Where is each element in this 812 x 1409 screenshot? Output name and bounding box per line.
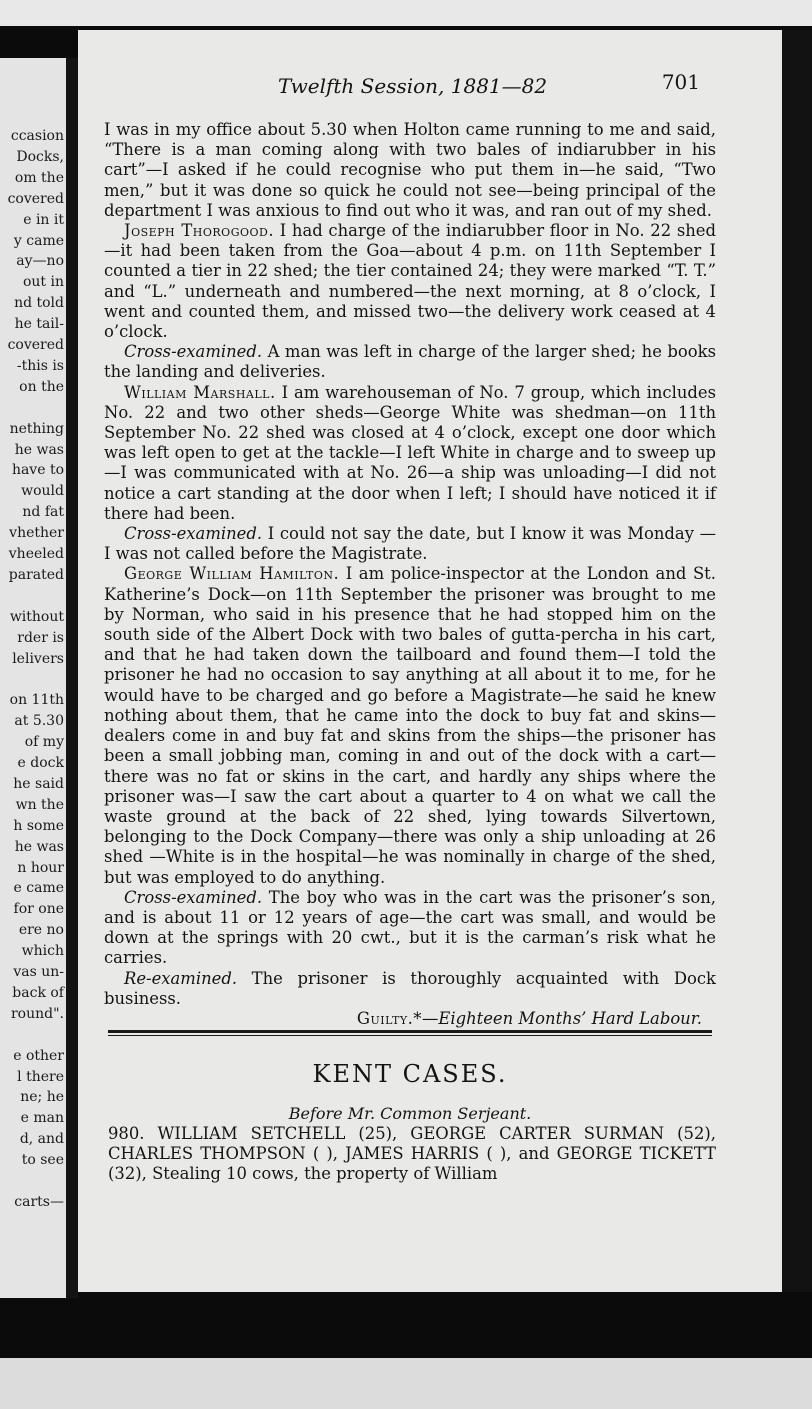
facing-page-line: carts— [14,1193,64,1210]
facing-page-line: nd fat [22,504,64,521]
facing-page-line: e dock [17,755,64,771]
facing-page-line: e in it [23,211,64,228]
scan-top-edge [0,0,812,26]
facing-page-line: e man [20,1110,64,1127]
witness-name: Joseph Thorogood. [124,221,275,241]
page-header [78,70,782,98]
facing-page-line: l there [17,1068,64,1085]
paragraph-text: A man was left in charge of the larger shed; he books the landing and deliveries. [104,342,716,382]
facing-page-line: he was [14,838,64,855]
facing-page-line: wn the [15,796,64,813]
paragraph [104,221,716,342]
facing-page-line: without [9,608,64,625]
facing-page-line: vas un- [13,964,64,980]
facing-page-fragment [0,58,66,1298]
verdict-sentence: —Eighteen Months’ Hard Labour. [421,1008,702,1028]
examination-label: Cross-examined. [124,524,263,544]
facing-page-line: vhether [9,525,64,542]
book-page [78,30,782,1292]
facing-page-line: covered [7,337,64,353]
paragraph-text: I am warehouseman of No. 7 group, which includes No. 22 and two other sheds—George White was shedman—on 11th September No. 22 shed was closed at 4 o’clock, except one door which was left open to get at the tackle—I left White in charge and to sweep up—I was communicated with at No. 26—a ship was unloading—I did not notice a cart standing at the door when I left; I should have noticed it if there had been. [104,382,716,523]
facing-page-line: at 5.30 [14,713,64,730]
facing-page-line: he was [14,441,64,458]
page-number: 701 [661,70,700,94]
facing-page-line: d, and [19,1131,64,1148]
running-head: Twelfth Session, 1881—82 [278,74,548,98]
page-right-edge [782,30,812,1292]
paragraph [104,342,716,382]
facing-page-line: rder is [17,629,64,646]
facing-page-line: for one [13,901,64,918]
facing-page-line: nething [9,420,64,437]
section-divider [108,1030,712,1036]
examination-label: Cross-examined. [124,887,263,907]
facing-page-line: have to [11,462,64,479]
facing-page-line: to see [21,1152,64,1169]
facing-page-line: covered [7,190,64,207]
case-entry: 980. WILLIAM SETCHELL (25), GEORGE CARTER SURMAN (52), CHARLES THOMPSON ( ), JAMES HARRIS ( ), and GEORGE TICKETT (32), Stealing 10 cows, the property of William [108,1124,716,1184]
facing-page-line: ccasion [10,128,64,144]
paragraph [104,120,716,221]
section-title: KENT CASES. [312,1060,508,1088]
page-body [104,120,716,1029]
examination-label: Cross-examined. [124,342,263,362]
paragraph [104,524,716,564]
facing-page-line: of my [24,734,64,751]
facing-page-line: he tail- [14,316,64,333]
facing-page-line: on 11th [9,692,64,709]
verdict [104,1009,716,1029]
facing-page-line: vheeled [8,546,64,562]
facing-page-line: he said [13,775,64,792]
facing-page-line: ere no [18,922,64,939]
paragraph [104,888,716,969]
facing-page-line: back of [12,984,64,1001]
facing-page-line: h some [13,817,64,834]
paragraph [104,383,716,524]
facing-page-line: out in [22,274,64,291]
paragraph-text: The boy who was in the cart was the prisoner’s son, and is about 11 or 12 years of age—the cart was small, and would be down at the springs with 20 cwt., but it is the carman’s risk what he carries. [104,887,716,968]
facing-page-line: y came [13,232,64,249]
paragraph-text: I could not say the date, but I know it was Monday —I was not called before the Magistrate. [104,524,716,564]
facing-page-line: ay—no [16,253,64,270]
examination-label: Re-examined. [124,968,238,988]
facing-page-line: e came [13,880,64,897]
facing-page-line: which [21,943,64,960]
witness-name: George William Hamilton. [124,564,340,584]
paragraph [104,564,716,887]
facing-page-line: lelivers [12,650,64,667]
paragraph-text: I had charge of the indiarubber floor in No. 22 shed—it had been taken from the Goa—about 4 p.m. on 11th September I counted a tier in 22 shed; the tier contained 24; they were marked “T. T.” and “L.” underneath and numbered—the next morning, at 8 o’clock, I went and counted them, and missed two—the delivery work ceased at 4 o’clock. [104,221,716,342]
facing-page-line: nd told [14,295,64,312]
facing-page-line: om the [14,169,64,186]
court-before-line: Before Mr. Common Serjeant. [288,1104,532,1123]
facing-page-line: would [21,483,64,500]
paragraph-text: I am police-inspector at the London and St. Katherine’s Dock—on 11th September the prisoner was brought to me by Norman, who said in his presence that he had stopped him on the south side of the Albert Dock with two bales of gutta-percha in his cart, and that he had taken down the tailboard and found them—I told the prisoner he had no occasion to say anything at all about it to me, for he would have to be charged and go before a Magistrate—he said he knew nothing about them, that he came into the dock to buy fat and skins—dealers come in and buy fat and skins from the ships—the prisoner has been a small jobbing man, coming in and out of the dock with a cart—there was no fat or skins in the cart, and hardly any ships where the prisoner was—I saw the cart about a quarter to 4 on what we call the waste ground at the back of 22 shed, lying towards Silvertown, belonging to the Dock Company—there was only a ship unloading at 26 shed —White is in the hospital—he was nominally in charge of the shed, but was employed to do anything. [104,564,716,887]
paragraph [104,969,716,1009]
facing-page-line: n hour [17,859,64,876]
paragraph-text: The prisoner is thoroughly acquainted with Dock business. [104,968,716,1008]
witness-name: William Marshall. [124,382,276,402]
facing-page-line: on the [19,378,64,395]
book-gutter [66,58,78,1298]
facing-page-line: -this is [16,357,64,374]
facing-page-line: e other [13,1047,64,1064]
facing-page-line: round". [10,1005,64,1022]
paragraph-text: I was in my office about 5.30 when Holton came running to me and said, “There is a man coming along with two bales of indiarubber in his cart”—I asked if he could recognise who put them in—he said, “Two men,” but it was done so quick he could not see—being principal of the department I was anxious to find out who it was, and ran out of my shed. [104,120,716,220]
facing-page-line: Docks, [16,148,64,165]
scan-bottom-edge [0,1358,812,1409]
facing-page-line: ne; he [20,1089,64,1106]
facing-page-line: parated [8,566,64,583]
verdict-plea: Guilty.* [356,1008,422,1028]
